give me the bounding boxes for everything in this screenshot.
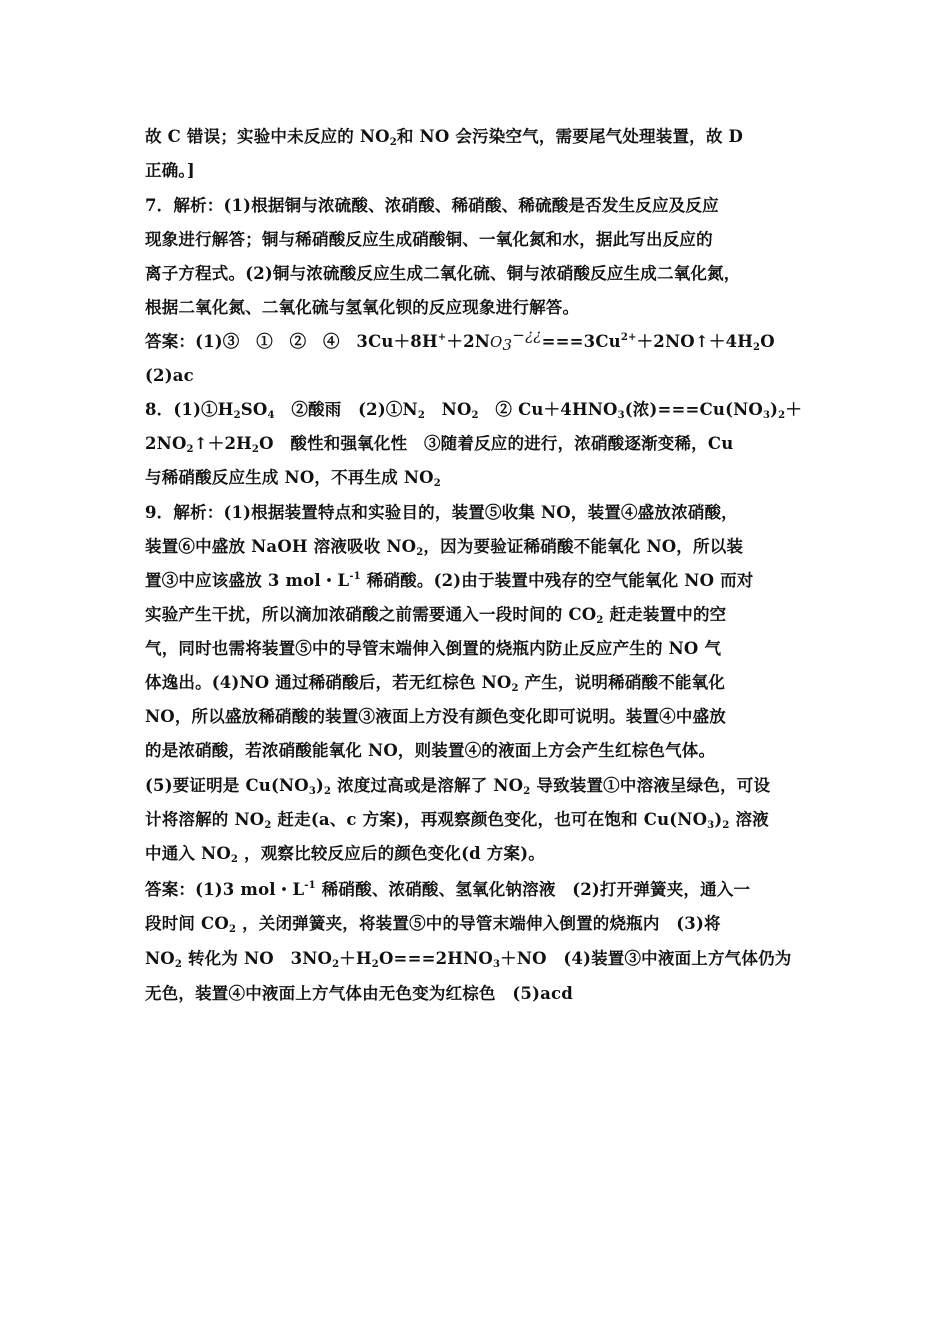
text-line bbox=[145, 195, 719, 217]
text-line bbox=[145, 604, 726, 626]
text-line bbox=[145, 297, 579, 319]
text-line bbox=[145, 775, 770, 797]
line-text: 产生，说明稀硝酸不能氧化 bbox=[518, 673, 726, 692]
text-line bbox=[145, 126, 743, 148]
line-text: 置③中应该盛放 3 mol・L bbox=[145, 571, 350, 590]
subscript: 2 bbox=[511, 683, 519, 694]
text-line bbox=[145, 263, 741, 285]
line-text: 答案：(1)③ ① ② ④ 3Cu＋8H bbox=[145, 332, 438, 351]
text-line bbox=[145, 160, 195, 182]
subscript: 2 bbox=[433, 478, 441, 489]
text-line bbox=[145, 433, 733, 455]
line-text: 离子方程式。(2)铜与浓硫酸反应生成二氧化硫、铜与浓硝酸反应生成二氧化氮， bbox=[145, 264, 741, 283]
line-text: 8．(1)①H bbox=[145, 400, 234, 419]
text-line bbox=[145, 913, 721, 935]
subscript: 2 bbox=[371, 959, 379, 970]
line-text: ＋2NO↑＋4H bbox=[636, 332, 754, 351]
subscript: 2 bbox=[228, 924, 237, 935]
line-text: 正确。] bbox=[145, 161, 195, 180]
line-text: 故 C 错误；实验中未反应的 NO bbox=[145, 127, 390, 146]
text-line bbox=[145, 229, 713, 251]
text-line bbox=[145, 879, 750, 901]
subscript: 2 bbox=[324, 786, 332, 797]
line-text: 转化为 NO 3NO bbox=[182, 949, 333, 968]
line-text: ===3Cu bbox=[541, 332, 621, 351]
line-text: ) bbox=[316, 776, 325, 795]
text-line bbox=[145, 809, 769, 831]
line-text: 计将溶解的 NO bbox=[145, 810, 265, 829]
line-text: O bbox=[760, 332, 775, 351]
line-text: NO，所以盛放稀硝酸的装置③液面上方没有颜色变化即可说明。装置④中盛放 bbox=[145, 707, 726, 726]
line-text: 溶液 bbox=[729, 810, 769, 829]
text-line bbox=[145, 983, 573, 1005]
line-text: 9．解析：(1)根据装置特点和实验目的，装置⑤收集 NO，装置④盛放浓硝酸， bbox=[145, 503, 738, 522]
line-text: 装置⑥中盛放 NaOH 溶液吸收 NO bbox=[145, 537, 417, 556]
line-text: 赶走装置中的空 bbox=[603, 605, 727, 624]
subscript: 3 bbox=[308, 786, 317, 797]
text-line bbox=[145, 843, 545, 865]
line-text: 2NO bbox=[145, 434, 187, 453]
line-text: ＋H bbox=[339, 949, 372, 968]
subscript: 4 bbox=[267, 410, 275, 421]
line-text: ② Cu＋4HNO bbox=[478, 400, 618, 419]
subscript: 2 bbox=[174, 959, 183, 970]
line-text: 赶走(a、c 方案)，再观察颜色变化，也可在饱和 Cu(NO bbox=[271, 810, 708, 829]
line-text: 无色，装置④中液面上方气体由无色变为红棕色 (5)acd bbox=[145, 984, 573, 1003]
line-text: 与稀硝酸反应生成 NO，不再生成 NO bbox=[145, 468, 434, 487]
subscript: 3 bbox=[762, 410, 771, 421]
line-text: 导致装置①中溶液呈绿色，可设 bbox=[530, 776, 771, 795]
superscript: −¿¿ bbox=[512, 326, 542, 344]
text-line bbox=[145, 740, 715, 762]
superscript: 2+ bbox=[620, 332, 637, 343]
line-text: O===2HNO bbox=[378, 949, 493, 968]
superscript: + bbox=[437, 332, 447, 343]
text-line bbox=[145, 326, 775, 354]
text-line bbox=[145, 638, 721, 660]
math-symbol: O bbox=[490, 333, 503, 351]
subscript: 2 bbox=[233, 410, 241, 421]
subscript: 3 bbox=[492, 959, 501, 970]
line-text: 体逸出。(4)NO 通过稀硝酸后，若无红棕色 NO bbox=[145, 673, 512, 692]
line-text: ) bbox=[770, 400, 779, 419]
line-text: (5)要证明是 Cu(NO bbox=[145, 776, 309, 795]
text-line bbox=[145, 536, 743, 558]
line-text: O 酸性和强氧化性 ③随着反应的进行，浓硝酸逐渐变稀，Cu bbox=[259, 434, 734, 453]
subscript: 2 bbox=[332, 959, 340, 970]
line-text: SO bbox=[240, 400, 268, 419]
line-text: 段时间 CO bbox=[145, 914, 229, 933]
subscript: 2 bbox=[230, 854, 239, 865]
line-text: 根据二氧化氮、二氧化硫与氢氧化钡的反应现象进行解答。 bbox=[145, 298, 580, 317]
line-text: 的是浓硝酸，若浓硝酸能氧化 NO，则装置④的液面上方会产生红棕色气体。 bbox=[145, 741, 716, 760]
line-text: 稀硝酸、浓硝酸、氢氧化钠溶液 (2)打开弹簧夹，通入一 bbox=[315, 880, 751, 899]
subscript: 2 bbox=[251, 444, 260, 455]
superscript: -1 bbox=[304, 880, 316, 891]
text-line bbox=[145, 948, 791, 970]
text-line bbox=[145, 365, 194, 387]
line-text: 气，同时也需将装置⑤中的导管末端伸入倒置的烧瓶内防止反应产生的 NO 气 bbox=[145, 639, 722, 658]
line-text: 答案：(1)3 mol・L bbox=[145, 880, 305, 899]
line-text: 稀硝酸。(2)由于装置中残存的空气能氧化 NO 而对 bbox=[360, 571, 754, 590]
text-line bbox=[145, 672, 725, 694]
line-text: 实验产生干扰，所以滴加浓硝酸之前需要通入一段时间的 CO bbox=[145, 605, 597, 624]
subscript: 3 bbox=[502, 336, 513, 354]
line-text: ) bbox=[714, 810, 723, 829]
text-line bbox=[145, 399, 802, 421]
subscript: 2 bbox=[417, 410, 425, 421]
subscript: 2 bbox=[523, 786, 531, 797]
subscript: 2 bbox=[753, 342, 761, 353]
line-text: NO bbox=[145, 949, 175, 968]
line-text: ↑＋2H bbox=[193, 434, 252, 453]
subscript: 2 bbox=[471, 410, 479, 421]
subscript: 2 bbox=[389, 137, 397, 148]
line-text: (2)ac bbox=[145, 366, 194, 385]
subscript: 2 bbox=[186, 444, 194, 455]
subscript: 3 bbox=[617, 410, 625, 421]
superscript: -1 bbox=[349, 571, 361, 582]
line-text: 中通入 NO bbox=[145, 844, 231, 863]
line-text: 现象进行解答；铜与稀硝酸反应生成硝酸铜、一氧化氮和水，据此写出反应的 bbox=[145, 230, 713, 249]
line-text: (浓)===Cu(NO bbox=[624, 400, 763, 419]
subscript: 2 bbox=[264, 820, 272, 831]
text-line bbox=[145, 502, 738, 524]
text-line bbox=[145, 706, 726, 728]
line-text: ＋ bbox=[785, 400, 803, 419]
line-text: 浓度过高或是溶解了 NO bbox=[331, 776, 524, 795]
subscript: 2 bbox=[722, 820, 730, 831]
line-text: ，观察比较反应后的颜色变化(d 方案)。 bbox=[238, 844, 545, 863]
line-text: ＋2N bbox=[446, 332, 491, 351]
line-text: ，关闭弹簧夹，将装置⑤中的导管末端伸入倒置的烧瓶内 (3)将 bbox=[236, 914, 721, 933]
subscript: 3 bbox=[707, 820, 715, 831]
subscript: 2 bbox=[778, 410, 786, 421]
subscript: 2 bbox=[416, 547, 424, 558]
line-text: 和 NO 会污染空气，需要尾气处理装置，故 D bbox=[396, 127, 744, 146]
line-text: ，因为要验证稀硝酸不能氧化 NO，所以装 bbox=[423, 537, 744, 556]
text-line bbox=[145, 467, 441, 489]
line-text: ＋NO (4)装置③中液面上方气体仍为 bbox=[500, 949, 792, 968]
text-line bbox=[145, 570, 754, 592]
subscript: 2 bbox=[596, 615, 604, 626]
line-text: 7．解析：(1)根据铜与浓硫酸、浓硝酸、稀硝酸、稀硫酸是否发生反应及反应 bbox=[145, 196, 719, 215]
line-text: NO bbox=[424, 400, 472, 419]
line-text: ②酸雨 (2)①N bbox=[274, 400, 418, 419]
